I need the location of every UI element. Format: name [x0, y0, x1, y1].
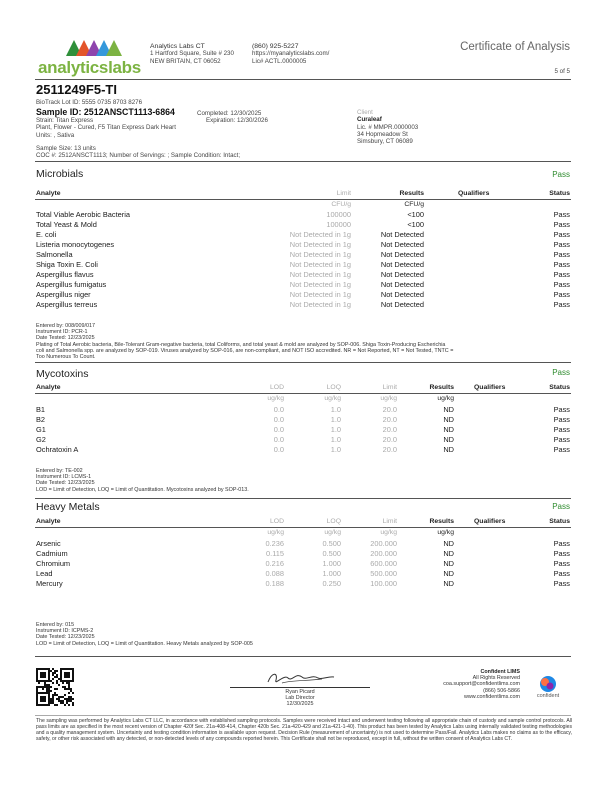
status-value: Pass [553, 230, 570, 239]
note-line: Entered by: 015 [36, 622, 75, 628]
status-value: Pass [553, 290, 570, 299]
lod-value: 0.216 [265, 559, 284, 568]
table-row [35, 549, 571, 559]
note-line: Instrument ID: PCR-1 [36, 329, 88, 336]
result-value: ND [443, 559, 454, 568]
hm-unit-lod: ug/kg [267, 529, 284, 536]
table-row [35, 539, 571, 549]
client-license: Lic. # MMPR.0000003 [357, 123, 419, 131]
table-row [35, 435, 571, 445]
expiration-date: 12/30/2026 [236, 117, 268, 125]
client-label: Client [357, 109, 373, 116]
result-value: Not Detected [380, 300, 424, 309]
analyte-name: Lead [36, 569, 53, 578]
result-value: <100 [407, 210, 424, 219]
client-name: Curaleaf [357, 116, 382, 124]
lod-value: 0.0 [273, 435, 284, 444]
status-value: Pass [553, 435, 570, 444]
myco-header-status: Status [549, 384, 570, 391]
hm-unit-results: ug/kg [437, 529, 454, 536]
table-row [35, 210, 571, 220]
micro-header-status: Status [549, 190, 570, 197]
confident-logo-icon [539, 675, 557, 693]
lod-value: 0.0 [273, 405, 284, 414]
confident-phone: (866) 506-5866 [483, 687, 520, 694]
lab-address-1: 1 Hartford Square, Suite # 230 [150, 50, 234, 58]
analyte-name: Aspergillus niger [36, 290, 91, 299]
mycotoxins-title: Mycotoxins [36, 368, 89, 380]
myco-header-limit: Limit [382, 384, 397, 391]
status-value: Pass [553, 280, 570, 289]
note-line: Date Tested: 12/23/2025 [36, 335, 95, 342]
sample-main-id: 2511249F5-TI [36, 82, 117, 97]
limit-value: Not Detected in 1g [289, 250, 351, 259]
page-number: 5 of 5 [554, 68, 570, 75]
lod-value: 0.236 [265, 539, 284, 548]
lab-license: Lic# ACTL.0000005 [252, 57, 307, 65]
limit-value: 200.000 [370, 549, 397, 558]
footer-disclaimer: The sampling was performed by Analytics Labs CT LLC, in accordance with established sampling protocols. Samples were received intact and underwent testing following all appropriate chain of custody and sample control protocols. All pass limits are as specified in the most recent version of Chapter 420f Sec. 21a-408-414, Chapter 420b Sec. 21a-420-429 and 21a-421-1-40). This product has been tested by Analytics Labs using internally validated testing methodologies and a quality management system. Uncertainty and testing condition information is available upon request. Decision Rule (measurement of uncertainty) is not used to determine Pass/Fail. Analytics Labs makes no claims as to the efficacy, safety, or other risk associated with any detected, or non-detected levels of any compounds reported herein. This Certificate shall not be reproduced, except in full, without the written consent of Analytics Labs CT. [36, 718, 572, 742]
limit-value: 500.000 [370, 569, 397, 578]
limit-value: 100.000 [370, 579, 397, 588]
table-row [35, 240, 571, 250]
table-row [35, 445, 571, 455]
qr-code[interactable] [36, 668, 74, 706]
client-address-2: Simsbury, CT 06089 [357, 138, 413, 146]
product-type: Plant, Flower - Cured, F5 Titan Express Dark Heart [36, 124, 176, 132]
loq-value: 1.0 [330, 415, 341, 424]
confident-email[interactable]: coa.support@confidentlims.com [443, 681, 520, 688]
note-line: Date Tested: 12/23/2025 [36, 634, 95, 641]
analyte-name: Aspergillus flavus [36, 270, 94, 279]
lod-value: 0.115 [266, 549, 284, 558]
note-line: Instrument ID: LCMS-1 [36, 474, 92, 481]
micro-header-qualifiers: Qualifiers [458, 190, 490, 197]
myco-header-analyte: Analyte [36, 384, 61, 391]
lab-address-2: NEW BRITAIN, CT 06052 [150, 57, 221, 65]
hm-header-qualifiers: Qualifiers [474, 518, 506, 525]
analyte-name: Shiga Toxin E. Coli [36, 260, 98, 269]
lod-value: 0.0 [273, 415, 284, 424]
heavy-metals-status: Pass [552, 502, 570, 511]
micro-header-results: Results [399, 190, 424, 197]
status-value: Pass [553, 405, 570, 414]
signer-name: Ryan Picard [285, 689, 315, 695]
analyte-name: E. coli [36, 230, 57, 239]
units: Units: , Sativa [36, 131, 75, 139]
result-value: Not Detected [380, 250, 424, 259]
lab-phone: (860) 925-5227 [252, 43, 299, 50]
loq-value: 1.000 [322, 569, 341, 578]
table-row [35, 250, 571, 260]
result-value: ND [443, 579, 454, 588]
micro-header-limit: Limit [336, 190, 351, 197]
hm-header-status: Status [549, 518, 570, 525]
limit-value: Not Detected in 1g [289, 270, 351, 279]
microbials-title: Microbials [36, 168, 84, 180]
sample-size: Sample Size: 13 units [36, 145, 96, 152]
status-value: Pass [553, 270, 570, 279]
analyte-name: Mercury [36, 579, 63, 588]
status-value: Pass [553, 549, 570, 558]
myco-unit-results: ug/kg [437, 395, 454, 402]
strain: Strain: Titan Express [36, 117, 94, 124]
analyte-name: Arsenic [36, 539, 61, 548]
hm-header-loq: LOQ [326, 518, 341, 525]
table-row [35, 230, 571, 240]
analyte-name: G2 [36, 435, 46, 444]
status-value: Pass [553, 559, 570, 568]
lab-logo [38, 34, 141, 80]
result-value: Not Detected [380, 290, 424, 299]
limit-value: 20.0 [382, 445, 397, 454]
expiration-label: Expiration: [206, 117, 236, 125]
doc-title: Certificate of Analysis [460, 41, 570, 53]
loq-value: 1.0 [330, 405, 341, 414]
confident-rights: All Rights Reserved [472, 675, 520, 682]
limit-value: Not Detected in 1g [289, 240, 351, 249]
table-row [35, 559, 571, 569]
status-value: Pass [553, 445, 570, 454]
microbials-status: Pass [552, 170, 570, 179]
hm-header-analyte: Analyte [36, 518, 61, 525]
myco-unit-limit: ug/kg [380, 395, 397, 402]
result-value: <100 [407, 220, 424, 229]
loq-value: 1.000 [322, 559, 341, 568]
biotrack-id: BioTrack Lot ID: 5555 0735 8703 8276 [36, 99, 143, 106]
loq-value: 0.500 [322, 549, 341, 558]
analyte-name: Total Yeast & Mold [36, 220, 97, 229]
myco-header-lod: LOD [270, 384, 284, 391]
analyte-name: B2 [36, 415, 46, 424]
status-value: Pass [553, 250, 570, 259]
result-value: ND [443, 405, 454, 414]
loq-value: 0.500 [322, 539, 341, 548]
limit-value: 20.0 [382, 425, 397, 434]
coc-info: COC #: 2512ANSCT1113; Number of Servings: ; Sample Condition: Intact; [36, 152, 241, 160]
loq-value: 1.0 [330, 435, 341, 444]
analyte-name: Ochratoxin A [36, 445, 79, 454]
limit-value: Not Detected in 1g [289, 260, 351, 269]
table-row [35, 415, 571, 425]
analyte-name: B1 [36, 405, 46, 414]
limit-value: 20.0 [382, 435, 397, 444]
signer-title: Lab Director [285, 695, 315, 702]
myco-unit-loq: ug/kg [324, 395, 341, 402]
limit-value: Not Detected in 1g [289, 290, 351, 299]
table-row [35, 220, 571, 230]
myco-header-results: Results [429, 384, 454, 391]
analyte-name: G1 [36, 425, 46, 434]
note-line: coli and Salmonella spp. are analyzed by SOP-019. Viruses analyzed by SOP-016, are non-compliant, and NOT ISO accredited. NR = Not Reported, NT = Not Tested, TNTC = [36, 347, 454, 354]
hm-header-limit: Limit [382, 518, 397, 525]
table-row [35, 260, 571, 270]
logo-text: analyticslabs [38, 58, 141, 77]
result-value: ND [443, 549, 454, 558]
table-row [35, 425, 571, 435]
limit-value: 200.000 [370, 539, 397, 548]
confident-website[interactable]: www.confidentlims.com [463, 693, 520, 700]
result-value: ND [443, 445, 454, 454]
table-row [35, 280, 571, 290]
table-row [35, 270, 571, 280]
status-value: Pass [553, 425, 570, 434]
micro-unit-limit: CFU/g [331, 201, 351, 208]
microbials-notes [36, 323, 572, 360]
note-line: LOD = Limit of Detection, LOQ = Limit of Quantitation. Heavy Metals analyzed by SOP-005 [36, 640, 253, 647]
micro-unit-results: CFU/g [404, 201, 424, 208]
table-row [35, 300, 571, 310]
table-row [35, 579, 571, 589]
signature-image [262, 668, 342, 688]
analyte-name: Aspergillus fumigatus [36, 280, 107, 289]
hm-header-lod: LOD [270, 518, 284, 525]
qr-code-icon [36, 668, 74, 706]
status-value: Pass [553, 579, 570, 588]
heavy-metals-title: Heavy Metals [36, 501, 100, 513]
table-row [35, 405, 571, 415]
analyte-name: Listeria monocytogenes [36, 240, 115, 249]
myco-header-loq: LOQ [326, 384, 341, 391]
analyte-name: Salmonella [36, 250, 73, 259]
lod-value: 0.0 [273, 425, 284, 434]
hm-unit-loq: ug/kg [324, 529, 341, 536]
limit-value: Not Detected in 1g [289, 280, 351, 289]
confident-logo [530, 675, 566, 705]
lab-website[interactable]: https://myanalyticslabs.com/ [252, 50, 330, 58]
analyte-name: Chromium [36, 559, 71, 568]
result-value: ND [443, 539, 454, 548]
signature-date: 12/30/2025 [286, 701, 314, 708]
limit-value: 20.0 [382, 415, 397, 424]
myco-header-qualifiers: Qualifiers [474, 384, 506, 391]
table-row [35, 569, 571, 579]
status-value: Pass [553, 539, 570, 548]
status-value: Pass [553, 260, 570, 269]
micro-header-analyte: Analyte [36, 190, 61, 197]
limit-value: 600.000 [370, 559, 397, 568]
status-value: Pass [553, 220, 570, 229]
logo-mark-icon [66, 38, 126, 58]
myco-unit-lod: ug/kg [267, 395, 284, 402]
confident-name: Confident LIMS [480, 669, 520, 675]
note-line: Entered by: 008/009/017 [36, 323, 96, 329]
confident-logo-text: confident [536, 693, 560, 699]
limit-value: 100000 [326, 220, 351, 229]
lod-value: 0.0 [273, 445, 284, 454]
result-value: Not Detected [380, 260, 424, 269]
result-value: Not Detected [380, 270, 424, 279]
status-value: Pass [553, 240, 570, 249]
limit-value: Not Detected in 1g [289, 230, 351, 239]
sample-id: Sample ID: 2512ANSCT1113-6864 [36, 107, 175, 117]
note-line: Too Numerous To Count. [36, 354, 96, 361]
result-value: ND [443, 425, 454, 434]
limit-value: 100000 [326, 210, 351, 219]
status-value: Pass [553, 300, 570, 309]
status-value: Pass [553, 569, 570, 578]
lod-value: 0.088 [265, 569, 284, 578]
heavy-metals-notes [36, 622, 572, 647]
result-value: ND [443, 415, 454, 424]
analyte-name: Aspergillus terreus [36, 300, 98, 309]
note-line: Date Tested: 12/23/2025 [36, 480, 95, 487]
table-row [35, 290, 571, 300]
result-value: Not Detected [380, 240, 424, 249]
mycotoxins-status: Pass [552, 368, 570, 377]
note-line: Entered by: TE-002 [36, 468, 83, 474]
status-value: Pass [553, 415, 570, 424]
loq-value: 0.250 [322, 579, 341, 588]
lod-value: 0.188 [265, 579, 284, 588]
lab-name: Analytics Labs CT [150, 43, 205, 50]
completed-label: Completed: [197, 110, 229, 117]
note-line: Instrument ID: ICPMS-2 [36, 628, 94, 635]
note-line: Plating of Total Aerobic bacteria, Bile-Tolerant Gram-negative bacteria, total Coliforms, and total yeast & mold are analyzed by SOP-006. Shiga Toxin-Producing Escherichia [36, 341, 446, 348]
limit-value: 20.0 [382, 405, 397, 414]
note-line: LOD = Limit of Detection, LOQ = Limit of Quantitation. Mycotoxins analyzed by SOP-013. [36, 486, 249, 493]
mycotoxins-notes [36, 468, 572, 493]
completed-date: 12/30/2025 [230, 110, 262, 117]
result-value: ND [443, 435, 454, 444]
analyte-name: Cadmium [36, 549, 68, 558]
result-value: Not Detected [380, 280, 424, 289]
client-address-1: 34 Hopmeadow St [357, 130, 408, 138]
loq-value: 1.0 [330, 425, 341, 434]
result-value: ND [443, 569, 454, 578]
hm-unit-limit: ug/kg [380, 529, 397, 536]
loq-value: 1.0 [330, 445, 341, 454]
result-value: Not Detected [380, 230, 424, 239]
analyte-name: Total Viable Aerobic Bacteria [36, 210, 130, 219]
status-value: Pass [553, 210, 570, 219]
hm-header-results: Results [429, 518, 454, 525]
limit-value: Not Detected in 1g [289, 300, 351, 309]
